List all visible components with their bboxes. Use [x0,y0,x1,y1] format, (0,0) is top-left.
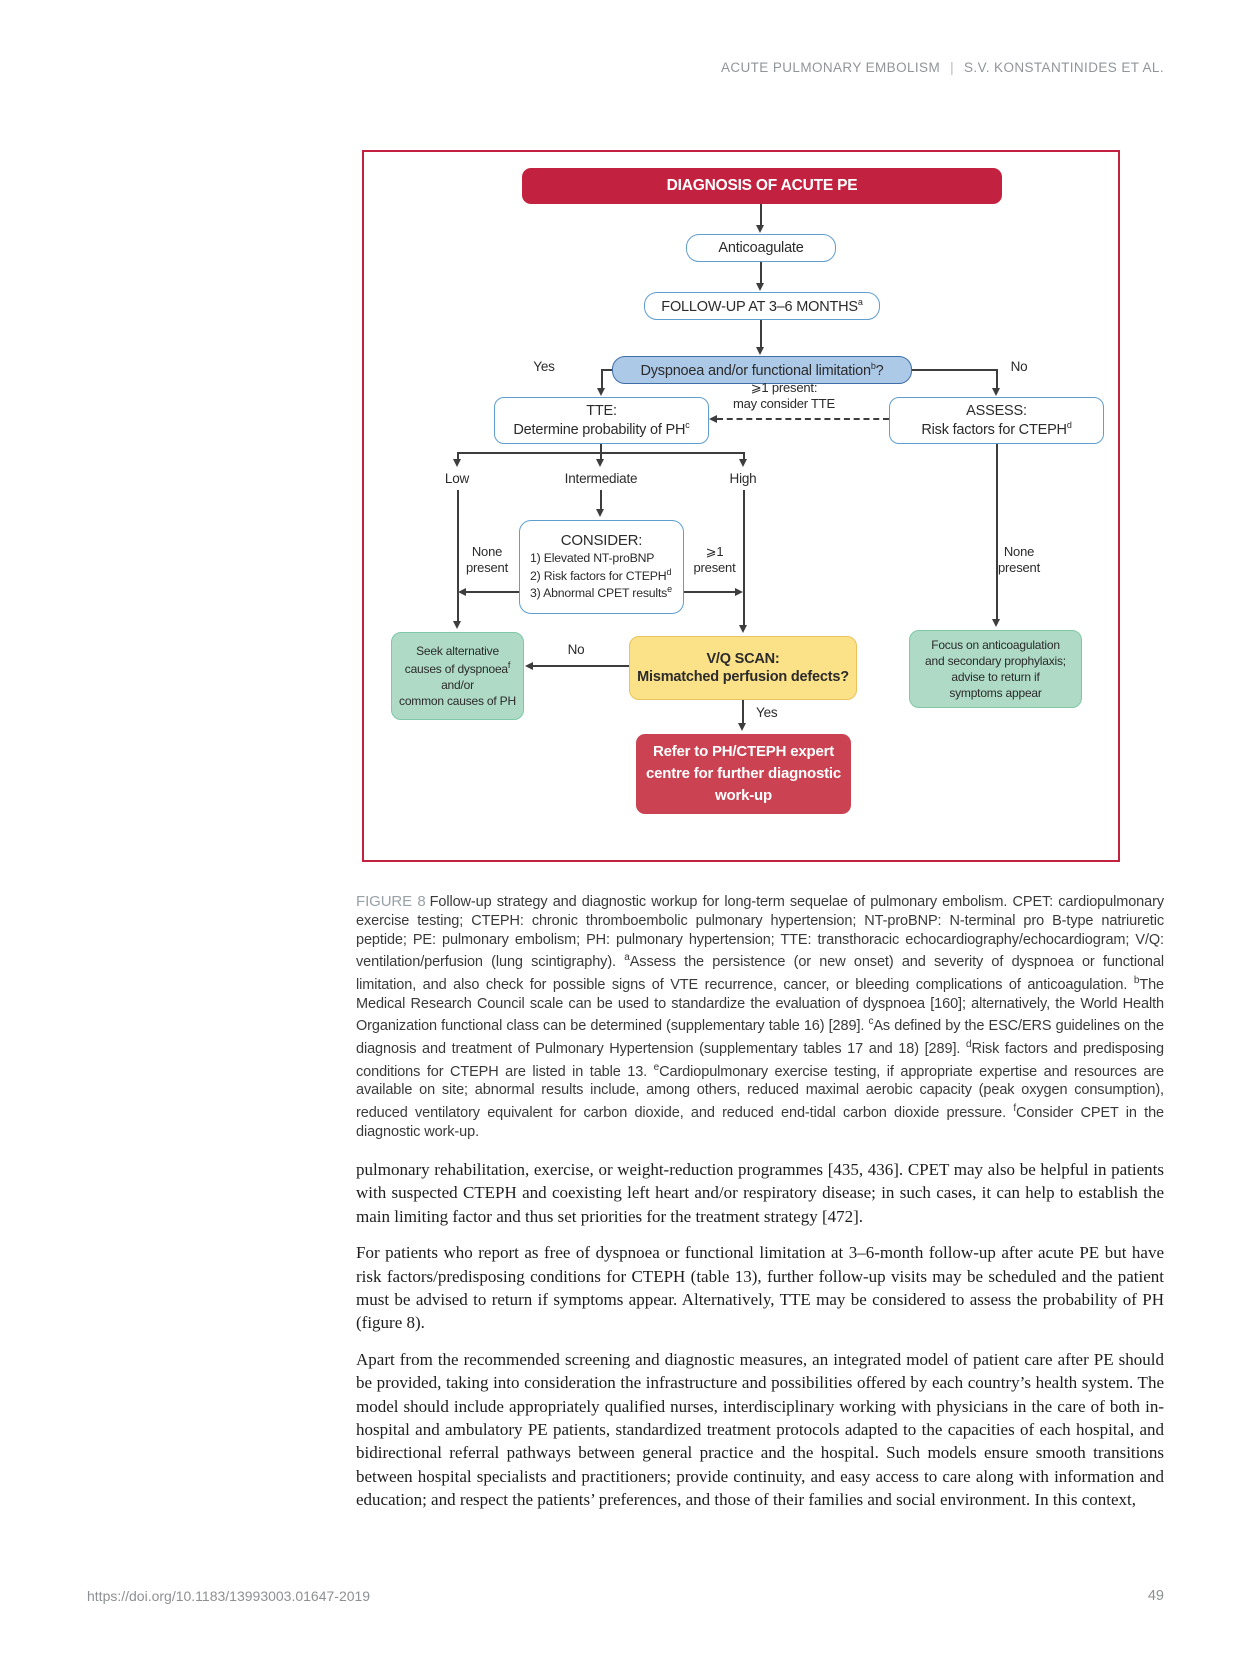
connector-assess-line [996,444,998,620]
seek-line4: common causes of PH [399,694,516,709]
running-header [721,60,1164,75]
vq-line1: V/Q SCAN: [706,650,780,667]
arrowhead [992,619,1000,627]
body-paragraph: pulmonary rehabilitation, exercise, or weight-reduction programmes [435, 436]. CPET may also be helpful in patients with suspected CTEPH and coexisting left heart and/or respiratory disease; in such cases, it can help to establish the main limiting factor and thus set priorities for the treatment strategy [472]. [356,1160,1164,1226]
figure-8-flowchart [362,150,1120,862]
consider-box [519,520,684,614]
consider-item-1: 1) Elevated NT-proBNP [530,551,655,566]
figure-caption [356,893,1164,1142]
connector-consider-ge1 [684,591,736,593]
anticoagulate-label: Anticoagulate [718,239,804,256]
arrowhead [738,723,746,731]
focus-line1: Focus on anticoagulation [931,637,1060,652]
probability-intermediate-label: Intermediate [564,471,638,486]
consider-item-2: 2) Risk factors for CTEPH$^d$ [530,566,672,583]
arrowhead [735,588,743,596]
arrowhead [597,388,605,396]
consider-title: CONSIDER: [560,532,643,550]
header-separator: | [950,60,955,75]
connector-anticoagulate-followup [760,262,762,284]
connector-diagnosis-anticoagulate [760,204,762,226]
yes-branch-label: Yes [533,359,555,374]
running-authors: S.V. KONSTANTINIDES ET AL. [964,60,1164,75]
tte-line2: Determine probability of $PH^c$ [513,420,690,438]
arrowhead [992,388,1000,396]
focus-line2: and secondary prophylaxis; [925,653,1066,668]
body-paragraph: Apart from the recommended screening and diagnostic measures, an integrated model of patient care after PE should be provided, taking into consideration the infrastructure and possibilities offered by each country’s health system. The model should include appropriately qualified nurses, interdisciplinary working with physicians in the care of both in-hospital and ambulatory PE patients, standardized treatment protocols adapted to the capacities of each hospital, and bidirectional referral pathways between general practice and the hospital. Such models ensure smooth transitions between hospital specialists and practitioners; provide continuity, and easy access to care along with information and education; and respect the patients’ preferences, and those of their families and social environment. In this context, [356,1349,1164,1510]
refer-line1: Refer to PH/CTEPH expert [652,743,835,761]
probability-high-label: High [729,471,757,486]
focus-line3: advise to return if [951,670,1040,684]
arrowhead [453,621,461,629]
arrowhead [709,415,717,423]
seek-line2: causes of dyspnoea$^f$ [404,659,511,676]
anticoagulate-box [686,234,836,262]
arrowhead [458,588,466,596]
arrowhead [739,459,747,467]
diagnosis-of-acute-pe-box [522,168,1002,204]
refer-expert-centre-box [636,734,851,814]
refer-line3: work-up [715,786,772,804]
focus-line4: symptoms appear [949,686,1042,701]
followup-box [644,292,880,320]
ge1-present-label: ⩾1 present [693,544,736,575]
connector-followup-dyspnoea [760,320,762,348]
assess-line1: ASSESS: [966,402,1027,419]
seek-alternative-box [391,632,524,720]
assess-box [889,397,1104,444]
refer-line2: centre for further diagnostic [645,765,842,783]
arrowhead [525,662,533,670]
consider-item-3: 3) Abnormal CPET results$^e$ [530,584,672,601]
page-number: 49 [1147,1588,1164,1604]
arrowhead [739,625,747,633]
arrowhead [453,459,461,467]
connector-vq-refer [742,700,744,724]
dashed-connector-label: ⩾1 present: may consider TTE [732,380,836,411]
yes-vq-label: Yes [756,705,778,720]
arrowhead [756,347,764,355]
running-title: ACUTE PULMONARY EMBOLISM [720,60,941,75]
connector-yes-elbow [601,369,603,388]
assess-line2: Risk factors for CTEPH$^d$ [921,420,1072,438]
vq-scan-box [629,636,857,700]
focus-anticoagulation-box [909,630,1082,708]
followup-label: FOLLOW-UP AT 3–6 MONTHS$^a$ [661,296,863,315]
arrowhead [756,283,764,291]
seek-line1: Seek alternative [416,643,499,658]
no-branch-label: No [1010,359,1028,374]
connector-no-elbow [996,369,998,388]
body-paragraph: For patients who report as free of dyspnoea or functional limitation at 3–6-month follow-up after acute PE but have risk factors/predisposing conditions for CTEPH (table 13), further follow-up visits may be scheduled and the patient must be advised to return if symptoms appear. Alternatively, TTE may be considered to assess the probability of PH (figure 8). [356,1243,1164,1333]
arrowhead [596,459,604,467]
seek-line3: and/or [441,678,474,692]
figure-label: FIGURE 8 [356,893,426,910]
body-text-column [356,1158,1164,1525]
vq-line2: Mismatched perfusion defects? [637,669,849,685]
connector-vq-no [532,665,629,667]
connector-no-elbow [912,369,998,371]
doi-link[interactable]: https://doi.org/10.1183/13993003.01647-2019 [87,1588,371,1604]
no-vq-label: No [567,642,585,657]
tte-line1: TTE: [586,402,617,419]
none-present-right-label: None present [998,544,1040,575]
connector-consider-none [465,591,519,593]
connector-intermediate-line [600,490,602,510]
tte-box [494,397,709,444]
arrowhead [596,509,604,517]
dashed-connector [717,418,889,420]
figure-caption-text: Follow-up strategy and diagnostic workup for long-term sequelae of pulmonary embolism. CPET: cardiopulmonary exercise testing; CTEPH: chronic thromboembolic pulmonary hypertension; NT-proBNP: N-terminal pro B-type natriuretic peptide; PE: pulmonary embolism; PH: pulmonary hypertension; TTE: transthoracic echocardiography/echocardiogram; V/Q: ventilation/perfusion (lung scintigraphy). $^a$Assess the persistence (or new onset) and severity of dyspnoea or functional limitation, and also check for possible signs of VTE recurrence, cancer, or bleeding complications of anticoagulation. $^b$The Medical Research Council scale can be used to standardize the evaluation of dyspnoea [160]; alternatively, the World Health Organization functional class can be determined (supplementary table 16) [289]. $^c$As defined by the ESC/ERS guidelines on the diagnosis and treatment of Pulmonary Hypertension (supplementary tables 17 and 18) [289]. $^d$Risk factors and predisposing conditions for CTEPH are listed in table 13. $^e$Cardiopulmonary exercise testing, if appropriate expertise and resources are available on site; abnormal results include, among others, reduced maximal aerobic capacity (peak oxygen consumption), reduced ventilatory equivalent for carbon dioxide, and reduced end-tidal carbon dioxide pressure. $^f$Consider CPET in the diagnostic work-up. [356,894,1165,1140]
probability-low-label: Low [444,471,470,486]
arrowhead [756,225,764,233]
none-present-left-label: None present [466,544,508,575]
dyspnoea-label: Dyspnoea and/or functional limitation$^b$? [640,360,884,379]
diagnosis-label: DIAGNOSIS OF ACUTE PE [666,177,858,195]
